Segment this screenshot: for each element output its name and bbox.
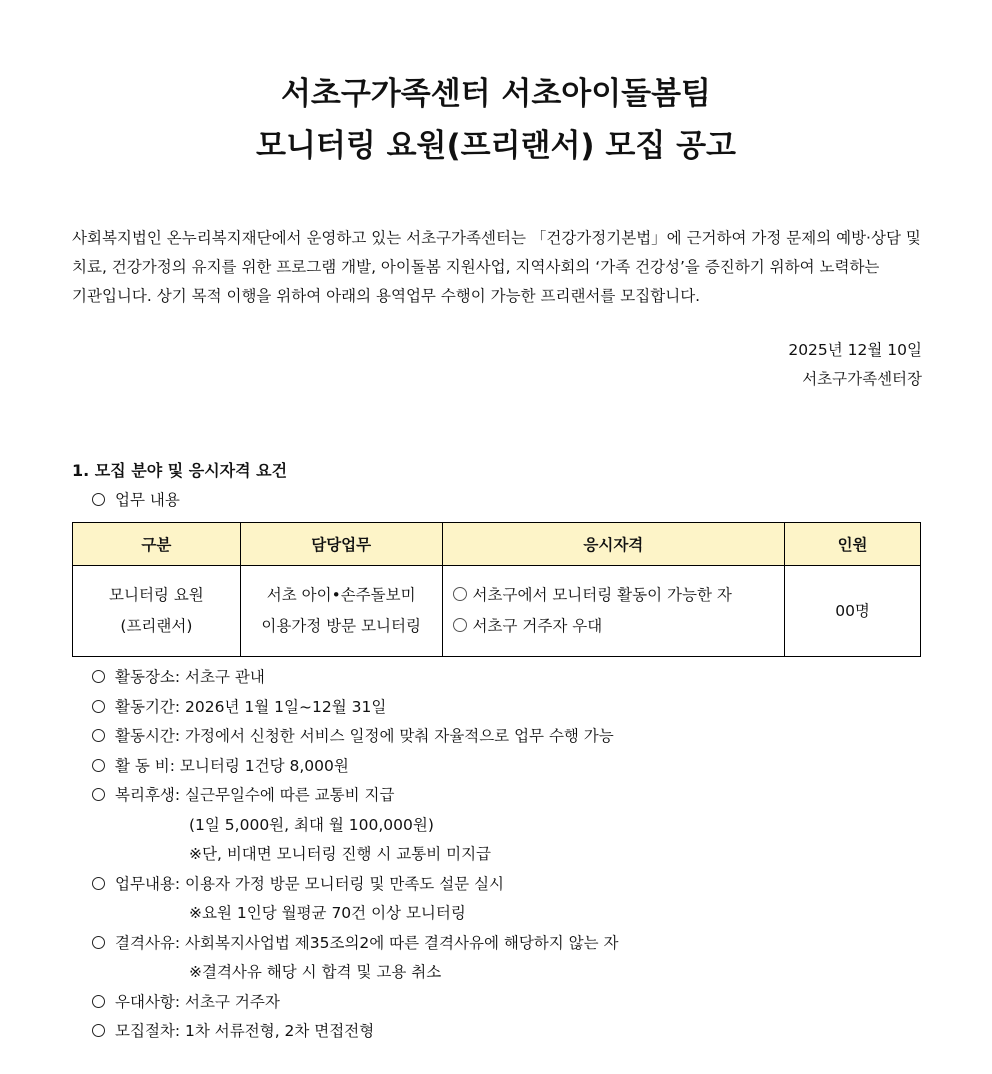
detail-item bbox=[92, 988, 619, 1018]
circle-bullet-icon bbox=[92, 759, 105, 772]
detail-item bbox=[92, 840, 619, 870]
duty-line: 이용가정 방문 모니터링 bbox=[261, 617, 421, 635]
announcement-date: 2025년 12월 10일 bbox=[788, 341, 922, 359]
detail-item bbox=[92, 693, 619, 723]
detail-text: ※단, 비대면 모니터링 진행 시 교통비 미지급 bbox=[189, 845, 492, 863]
qualification-item: 서초구에서 모니터링 활동이 가능한 자 bbox=[472, 586, 732, 604]
circle-bullet-icon bbox=[92, 1024, 105, 1037]
circle-bullet-icon bbox=[92, 493, 105, 506]
intro-line: 치료, 건강가정의 유지를 위한 프로그램 개발, 아이돌봄 지원사업, 지역사회의 ‘가족 건강성’을 증진하기 위하여 노력하는 bbox=[72, 258, 880, 276]
detail-list bbox=[92, 663, 619, 1047]
category-line: 모니터링 요원 bbox=[109, 586, 204, 604]
qualification-item: 서초구 거주자 우대 bbox=[472, 617, 603, 635]
circle-bullet-icon bbox=[453, 618, 467, 632]
header-duty: 담당업무 bbox=[240, 523, 442, 566]
sub-item-label: 업무 내용 bbox=[115, 491, 180, 509]
circle-bullet-icon bbox=[92, 788, 105, 801]
document-title-line-1: 서초구가족센터 서초아이돌봄팀 bbox=[280, 76, 712, 112]
detail-text: 업무내용: 이용자 가정 방문 모니터링 및 만족도 설문 실시 bbox=[115, 874, 505, 893]
circle-bullet-icon bbox=[92, 729, 105, 742]
header-count: 인원 bbox=[785, 523, 921, 566]
table-row bbox=[73, 566, 921, 657]
category-line: (프리랜서) bbox=[120, 617, 193, 635]
cell-duty bbox=[240, 566, 442, 657]
cell-category bbox=[73, 566, 241, 657]
detail-item bbox=[92, 722, 619, 752]
detail-text: 활동기간: 2026년 1월 1일~12월 31일 bbox=[115, 697, 387, 716]
detail-text: (1일 5,000원, 최대 월 100,000원) bbox=[189, 815, 434, 834]
detail-text: ※요원 1인당 월평균 70건 이상 모니터링 bbox=[189, 904, 466, 922]
circle-bullet-icon bbox=[92, 995, 105, 1008]
intro-line: 기관입니다. 상기 목적 이행을 위하여 아래의 용역업무 수행이 가능한 프리랜서를 모집합니다. bbox=[72, 287, 701, 305]
detail-item bbox=[92, 958, 619, 988]
circle-bullet-icon bbox=[92, 877, 105, 890]
detail-item bbox=[92, 752, 619, 782]
detail-item bbox=[92, 663, 619, 693]
date-block bbox=[788, 336, 922, 394]
section-heading: 1. 모집 분야 및 응시자격 요건 bbox=[72, 461, 288, 480]
duty-line: 서초 아이•손주돌보미 bbox=[266, 586, 416, 604]
circle-bullet-icon bbox=[92, 936, 105, 949]
sub-item-duty bbox=[92, 488, 180, 510]
detail-item bbox=[92, 781, 619, 811]
issuer-name: 서초구가족센터장 bbox=[802, 370, 922, 388]
cell-count: 00명 bbox=[785, 566, 921, 657]
detail-item bbox=[92, 899, 619, 929]
header-category: 구분 bbox=[73, 523, 241, 566]
header-qualification: 응시자격 bbox=[442, 523, 785, 566]
cell-qualification bbox=[442, 566, 785, 657]
detail-text: 모집절차: 1차 서류전형, 2차 면접전형 bbox=[115, 1022, 375, 1040]
circle-bullet-icon bbox=[92, 700, 105, 713]
detail-item bbox=[92, 1017, 619, 1047]
detail-item bbox=[92, 929, 619, 959]
intro-line: 사회복지법인 온누리복지재단에서 운영하고 있는 서초구가족센터는 「건강가정기본법」에 근거하여 가정 문제의 예방·상담 및 bbox=[72, 229, 921, 247]
circle-bullet-icon bbox=[453, 587, 467, 601]
detail-text: 우대사항: 서초구 거주자 bbox=[115, 992, 280, 1011]
document-title-line-2: 모니터링 요원(프리랜서) 모집 공고 bbox=[256, 128, 736, 164]
circle-bullet-icon bbox=[92, 670, 105, 683]
recruitment-table bbox=[72, 522, 921, 657]
detail-text: 결격사유: 사회복지사업법 제35조의2에 따른 결격사유에 해당하지 않는 자 bbox=[115, 933, 619, 952]
detail-text: 활동시간: 가정에서 신청한 서비스 일정에 맞춰 자율적으로 업무 수행 가능 bbox=[115, 727, 614, 745]
detail-item bbox=[92, 870, 619, 900]
intro-paragraph bbox=[72, 224, 922, 311]
detail-text: 활동장소: 서초구 관내 bbox=[115, 668, 265, 686]
table-header-row bbox=[73, 523, 921, 566]
detail-text: 활 동 비: 모니터링 1건당 8,000원 bbox=[115, 756, 349, 775]
detail-item bbox=[92, 811, 619, 841]
detail-text: ※결격사유 해당 시 합격 및 고용 취소 bbox=[189, 963, 442, 981]
detail-text: 복리후생: 실근무일수에 따른 교통비 지급 bbox=[115, 786, 395, 804]
